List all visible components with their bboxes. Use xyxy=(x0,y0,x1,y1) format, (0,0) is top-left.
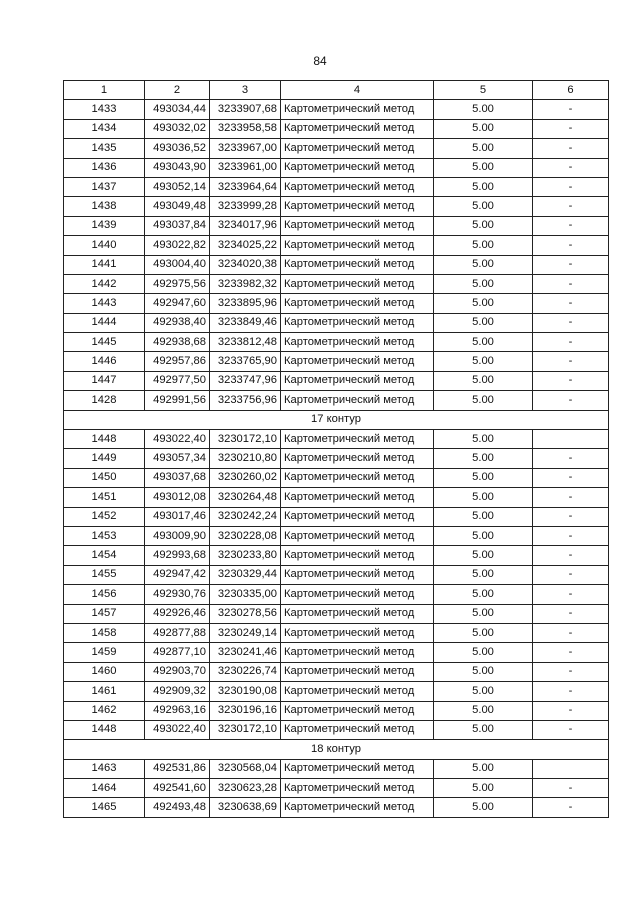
note-cell: - xyxy=(533,662,609,681)
point-number-cell: 1448 xyxy=(64,430,145,449)
method-cell: Картометрический метод xyxy=(281,216,434,235)
point-number-cell: 1448 xyxy=(64,720,145,739)
table-row xyxy=(64,643,609,662)
y-coordinate-cell: 3230264,48 xyxy=(210,488,281,507)
accuracy-cell: 5.00 xyxy=(434,430,533,449)
x-coordinate-cell: 492947,42 xyxy=(145,565,210,584)
x-coordinate-cell: 493022,40 xyxy=(145,430,210,449)
table-row xyxy=(64,391,609,410)
note-cell: - xyxy=(533,798,609,817)
x-coordinate-cell: 493034,44 xyxy=(145,100,210,119)
method-cell: Картометрический метод xyxy=(281,604,434,623)
table-row xyxy=(64,274,609,293)
x-coordinate-cell: 492903,70 xyxy=(145,662,210,681)
y-coordinate-cell: 3233967,00 xyxy=(210,139,281,158)
y-coordinate-cell: 3233756,96 xyxy=(210,391,281,410)
x-coordinate-cell: 492938,68 xyxy=(145,333,210,352)
table-row xyxy=(64,197,609,216)
note-cell: - xyxy=(533,565,609,584)
y-coordinate-cell: 3230249,14 xyxy=(210,623,281,642)
point-number-cell: 1433 xyxy=(64,100,145,119)
note-cell xyxy=(533,430,609,449)
note-cell xyxy=(533,759,609,778)
accuracy-cell: 5.00 xyxy=(434,779,533,798)
point-number-cell: 1453 xyxy=(64,526,145,545)
note-cell: - xyxy=(533,604,609,623)
accuracy-cell: 5.00 xyxy=(434,274,533,293)
accuracy-cell: 5.00 xyxy=(434,662,533,681)
y-coordinate-cell: 3230196,16 xyxy=(210,701,281,720)
accuracy-cell: 5.00 xyxy=(434,798,533,817)
method-cell: Картометрический метод xyxy=(281,371,434,390)
table-row xyxy=(64,119,609,138)
y-coordinate-cell: 3230233,80 xyxy=(210,546,281,565)
note-cell: - xyxy=(533,294,609,313)
method-cell: Картометрический метод xyxy=(281,565,434,584)
point-number-cell: 1461 xyxy=(64,682,145,701)
accuracy-cell: 5.00 xyxy=(434,488,533,507)
note-cell: - xyxy=(533,119,609,138)
point-number-cell: 1443 xyxy=(64,294,145,313)
point-number-cell: 1444 xyxy=(64,313,145,332)
table-row xyxy=(64,779,609,798)
method-cell: Картометрический метод xyxy=(281,177,434,196)
accuracy-cell: 5.00 xyxy=(434,100,533,119)
y-coordinate-cell: 3230226,74 xyxy=(210,662,281,681)
x-coordinate-cell: 493049,48 xyxy=(145,197,210,216)
x-coordinate-cell: 492909,32 xyxy=(145,682,210,701)
accuracy-cell: 5.00 xyxy=(434,371,533,390)
method-cell: Картометрический метод xyxy=(281,682,434,701)
table-row xyxy=(64,294,609,313)
note-cell: - xyxy=(533,643,609,662)
x-coordinate-cell: 493004,40 xyxy=(145,255,210,274)
note-cell: - xyxy=(533,779,609,798)
table-row xyxy=(64,236,609,255)
point-number-cell: 1464 xyxy=(64,779,145,798)
section-title: 18 контур xyxy=(64,740,609,759)
method-cell: Картометрический метод xyxy=(281,759,434,778)
y-coordinate-cell: 3230329,44 xyxy=(210,565,281,584)
coordinates-table xyxy=(63,80,609,818)
accuracy-cell: 5.00 xyxy=(434,585,533,604)
method-cell: Картометрический метод xyxy=(281,197,434,216)
table-row xyxy=(64,333,609,352)
method-cell: Картометрический метод xyxy=(281,119,434,138)
point-number-cell: 1435 xyxy=(64,139,145,158)
table-row xyxy=(64,255,609,274)
y-coordinate-cell: 3233812,48 xyxy=(210,333,281,352)
x-coordinate-cell: 492930,76 xyxy=(145,585,210,604)
table-row xyxy=(64,798,609,817)
method-cell: Картометрический метод xyxy=(281,294,434,313)
note-cell: - xyxy=(533,449,609,468)
table-row xyxy=(64,100,609,119)
page-number: 84 xyxy=(313,54,327,68)
x-coordinate-cell: 493012,08 xyxy=(145,488,210,507)
point-number-cell: 1450 xyxy=(64,468,145,487)
point-number-cell: 1454 xyxy=(64,546,145,565)
x-coordinate-cell: 492531,86 xyxy=(145,759,210,778)
accuracy-cell: 5.00 xyxy=(434,507,533,526)
note-cell: - xyxy=(533,546,609,565)
x-coordinate-cell: 492938,40 xyxy=(145,313,210,332)
column-header-2: 2 xyxy=(145,81,210,100)
column-header-6: 6 xyxy=(533,81,609,100)
x-coordinate-cell: 492993,68 xyxy=(145,546,210,565)
table-row xyxy=(64,759,609,778)
method-cell: Картометрический метод xyxy=(281,391,434,410)
point-number-cell: 1446 xyxy=(64,352,145,371)
y-coordinate-cell: 3230190,08 xyxy=(210,682,281,701)
point-number-cell: 1452 xyxy=(64,507,145,526)
method-cell: Картометрический метод xyxy=(281,352,434,371)
point-number-cell: 1442 xyxy=(64,274,145,293)
point-number-cell: 1440 xyxy=(64,236,145,255)
x-coordinate-cell: 492991,56 xyxy=(145,391,210,410)
x-coordinate-cell: 493022,40 xyxy=(145,720,210,739)
y-coordinate-cell: 3230241,46 xyxy=(210,643,281,662)
accuracy-cell: 5.00 xyxy=(434,391,533,410)
table-row xyxy=(64,430,609,449)
method-cell: Картометрический метод xyxy=(281,643,434,662)
accuracy-cell: 5.00 xyxy=(434,236,533,255)
table-row xyxy=(64,720,609,739)
method-cell: Картометрический метод xyxy=(281,468,434,487)
note-cell: - xyxy=(533,274,609,293)
note-cell: - xyxy=(533,371,609,390)
x-coordinate-cell: 493043,90 xyxy=(145,158,210,177)
note-cell: - xyxy=(533,720,609,739)
accuracy-cell: 5.00 xyxy=(434,759,533,778)
x-coordinate-cell: 492957,86 xyxy=(145,352,210,371)
column-header-4: 4 xyxy=(281,81,434,100)
table-row xyxy=(64,216,609,235)
method-cell: Картометрический метод xyxy=(281,488,434,507)
note-cell: - xyxy=(533,197,609,216)
note-cell: - xyxy=(533,352,609,371)
note-cell: - xyxy=(533,507,609,526)
accuracy-cell: 5.00 xyxy=(434,623,533,642)
x-coordinate-cell: 493052,14 xyxy=(145,177,210,196)
table-row xyxy=(64,488,609,507)
note-cell: - xyxy=(533,468,609,487)
point-number-cell: 1434 xyxy=(64,119,145,138)
y-coordinate-cell: 3230228,08 xyxy=(210,526,281,545)
point-number-cell: 1460 xyxy=(64,662,145,681)
note-cell: - xyxy=(533,391,609,410)
point-number-cell: 1463 xyxy=(64,759,145,778)
x-coordinate-cell: 493009,90 xyxy=(145,526,210,545)
y-coordinate-cell: 3234025,22 xyxy=(210,236,281,255)
x-coordinate-cell: 492975,56 xyxy=(145,274,210,293)
accuracy-cell: 5.00 xyxy=(434,119,533,138)
y-coordinate-cell: 3233907,68 xyxy=(210,100,281,119)
x-coordinate-cell: 493017,46 xyxy=(145,507,210,526)
x-coordinate-cell: 493022,82 xyxy=(145,236,210,255)
y-coordinate-cell: 3230172,10 xyxy=(210,720,281,739)
point-number-cell: 1459 xyxy=(64,643,145,662)
point-number-cell: 1439 xyxy=(64,216,145,235)
table-row xyxy=(64,585,609,604)
x-coordinate-cell: 492926,46 xyxy=(145,604,210,623)
section-row xyxy=(64,740,609,759)
table-row xyxy=(64,546,609,565)
accuracy-cell: 5.00 xyxy=(434,643,533,662)
x-coordinate-cell: 492541,60 xyxy=(145,779,210,798)
note-cell: - xyxy=(533,623,609,642)
accuracy-cell: 5.00 xyxy=(434,333,533,352)
note-cell: - xyxy=(533,313,609,332)
y-coordinate-cell: 3234020,38 xyxy=(210,255,281,274)
method-cell: Картометрический метод xyxy=(281,798,434,817)
accuracy-cell: 5.00 xyxy=(434,177,533,196)
accuracy-cell: 5.00 xyxy=(434,526,533,545)
table-row xyxy=(64,526,609,545)
y-coordinate-cell: 3230260,02 xyxy=(210,468,281,487)
method-cell: Картометрический метод xyxy=(281,430,434,449)
method-cell: Картометрический метод xyxy=(281,274,434,293)
table-row xyxy=(64,352,609,371)
accuracy-cell: 5.00 xyxy=(434,682,533,701)
point-number-cell: 1455 xyxy=(64,565,145,584)
note-cell: - xyxy=(533,333,609,352)
accuracy-cell: 5.00 xyxy=(434,139,533,158)
accuracy-cell: 5.00 xyxy=(434,546,533,565)
table-row xyxy=(64,313,609,332)
x-coordinate-cell: 493032,02 xyxy=(145,119,210,138)
point-number-cell: 1458 xyxy=(64,623,145,642)
method-cell: Картометрический метод xyxy=(281,139,434,158)
note-cell: - xyxy=(533,177,609,196)
y-coordinate-cell: 3233765,90 xyxy=(210,352,281,371)
y-coordinate-cell: 3230335,00 xyxy=(210,585,281,604)
method-cell: Картометрический метод xyxy=(281,662,434,681)
method-cell: Картометрический метод xyxy=(281,546,434,565)
point-number-cell: 1437 xyxy=(64,177,145,196)
note-cell: - xyxy=(533,526,609,545)
y-coordinate-cell: 3230242,24 xyxy=(210,507,281,526)
point-number-cell: 1441 xyxy=(64,255,145,274)
table-row xyxy=(64,139,609,158)
accuracy-cell: 5.00 xyxy=(434,720,533,739)
table-row xyxy=(64,701,609,720)
y-coordinate-cell: 3233958,58 xyxy=(210,119,281,138)
x-coordinate-cell: 492877,10 xyxy=(145,643,210,662)
y-coordinate-cell: 3233999,28 xyxy=(210,197,281,216)
method-cell: Картометрический метод xyxy=(281,507,434,526)
note-cell: - xyxy=(533,139,609,158)
method-cell: Картометрический метод xyxy=(281,313,434,332)
method-cell: Картометрический метод xyxy=(281,526,434,545)
table-row xyxy=(64,158,609,177)
y-coordinate-cell: 3230172,10 xyxy=(210,430,281,449)
x-coordinate-cell: 492963,16 xyxy=(145,701,210,720)
note-cell: - xyxy=(533,682,609,701)
table-row xyxy=(64,604,609,623)
point-number-cell: 1447 xyxy=(64,371,145,390)
y-coordinate-cell: 3230638,69 xyxy=(210,798,281,817)
accuracy-cell: 5.00 xyxy=(434,352,533,371)
x-coordinate-cell: 493036,52 xyxy=(145,139,210,158)
accuracy-cell: 5.00 xyxy=(434,565,533,584)
accuracy-cell: 5.00 xyxy=(434,255,533,274)
x-coordinate-cell: 493057,34 xyxy=(145,449,210,468)
table-row xyxy=(64,449,609,468)
note-cell: - xyxy=(533,585,609,604)
note-cell: - xyxy=(533,236,609,255)
accuracy-cell: 5.00 xyxy=(434,197,533,216)
table-row xyxy=(64,507,609,526)
table-row xyxy=(64,682,609,701)
y-coordinate-cell: 3230278,56 xyxy=(210,604,281,623)
accuracy-cell: 5.00 xyxy=(434,449,533,468)
x-coordinate-cell: 493037,68 xyxy=(145,468,210,487)
table-row xyxy=(64,177,609,196)
x-coordinate-cell: 492977,50 xyxy=(145,371,210,390)
column-header-3: 3 xyxy=(210,81,281,100)
y-coordinate-cell: 3230623,28 xyxy=(210,779,281,798)
accuracy-cell: 5.00 xyxy=(434,158,533,177)
note-cell: - xyxy=(533,701,609,720)
table-row xyxy=(64,662,609,681)
accuracy-cell: 5.00 xyxy=(434,468,533,487)
note-cell: - xyxy=(533,100,609,119)
note-cell: - xyxy=(533,158,609,177)
method-cell: Картометрический метод xyxy=(281,449,434,468)
x-coordinate-cell: 492947,60 xyxy=(145,294,210,313)
method-cell: Картометрический метод xyxy=(281,100,434,119)
note-cell: - xyxy=(533,216,609,235)
note-cell: - xyxy=(533,255,609,274)
section-title: 17 контур xyxy=(64,410,609,429)
y-coordinate-cell: 3233961,00 xyxy=(210,158,281,177)
accuracy-cell: 5.00 xyxy=(434,216,533,235)
x-coordinate-cell: 492493,48 xyxy=(145,798,210,817)
point-number-cell: 1462 xyxy=(64,701,145,720)
point-number-cell: 1438 xyxy=(64,197,145,216)
method-cell: Картометрический метод xyxy=(281,236,434,255)
y-coordinate-cell: 3230210,80 xyxy=(210,449,281,468)
table-body xyxy=(64,100,609,817)
point-number-cell: 1465 xyxy=(64,798,145,817)
y-coordinate-cell: 3230568,04 xyxy=(210,759,281,778)
method-cell: Картометрический метод xyxy=(281,255,434,274)
y-coordinate-cell: 3233747,96 xyxy=(210,371,281,390)
point-number-cell: 1445 xyxy=(64,333,145,352)
method-cell: Картометрический метод xyxy=(281,158,434,177)
method-cell: Картометрический метод xyxy=(281,701,434,720)
x-coordinate-cell: 493037,84 xyxy=(145,216,210,235)
method-cell: Картометрический метод xyxy=(281,779,434,798)
y-coordinate-cell: 3233849,46 xyxy=(210,313,281,332)
point-number-cell: 1428 xyxy=(64,391,145,410)
method-cell: Картометрический метод xyxy=(281,585,434,604)
method-cell: Картометрический метод xyxy=(281,333,434,352)
y-coordinate-cell: 3234017,96 xyxy=(210,216,281,235)
table-header-row xyxy=(64,81,609,100)
point-number-cell: 1457 xyxy=(64,604,145,623)
method-cell: Картометрический метод xyxy=(281,623,434,642)
y-coordinate-cell: 3233982,32 xyxy=(210,274,281,293)
table-row xyxy=(64,623,609,642)
accuracy-cell: 5.00 xyxy=(434,313,533,332)
method-cell: Картометрический метод xyxy=(281,720,434,739)
accuracy-cell: 5.00 xyxy=(434,604,533,623)
section-row xyxy=(64,410,609,429)
note-cell: - xyxy=(533,488,609,507)
point-number-cell: 1456 xyxy=(64,585,145,604)
table-row xyxy=(64,468,609,487)
accuracy-cell: 5.00 xyxy=(434,701,533,720)
point-number-cell: 1436 xyxy=(64,158,145,177)
y-coordinate-cell: 3233964,64 xyxy=(210,177,281,196)
point-number-cell: 1451 xyxy=(64,488,145,507)
accuracy-cell: 5.00 xyxy=(434,294,533,313)
table-row xyxy=(64,565,609,584)
column-header-1: 1 xyxy=(64,81,145,100)
y-coordinate-cell: 3233895,96 xyxy=(210,294,281,313)
x-coordinate-cell: 492877,88 xyxy=(145,623,210,642)
table-row xyxy=(64,371,609,390)
column-header-5: 5 xyxy=(434,81,533,100)
point-number-cell: 1449 xyxy=(64,449,145,468)
